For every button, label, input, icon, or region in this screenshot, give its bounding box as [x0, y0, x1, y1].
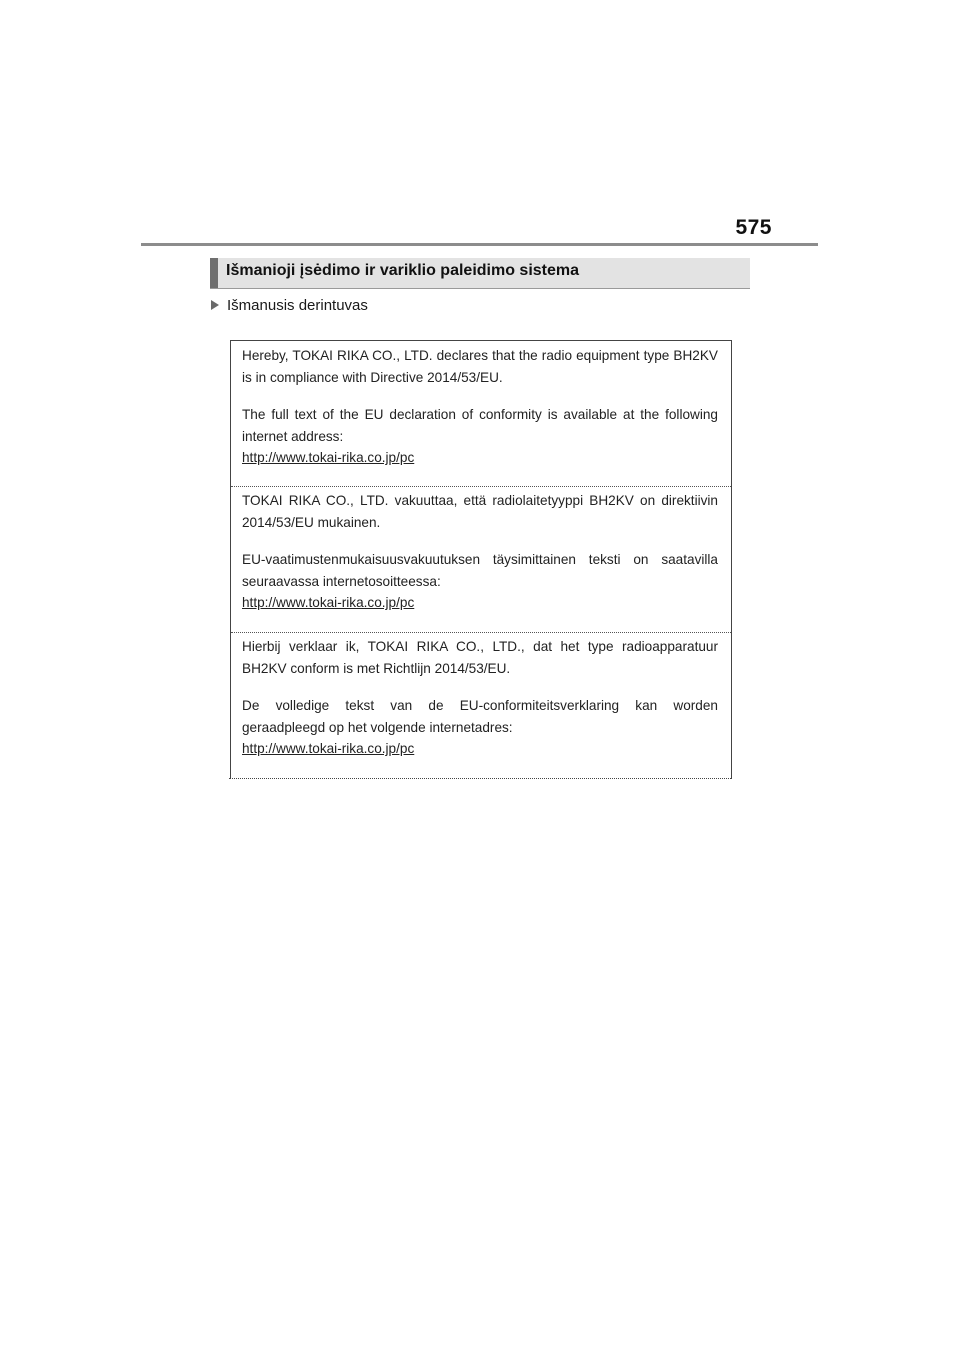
declaration-availability: The full text of the EU declaration of conformity is available at the following internet address: — [242, 407, 718, 444]
box-bottom-border — [229, 778, 731, 779]
declaration-statement: TOKAI RIKA CO., LTD. vakuuttaa, että radiolaitetyyppi BH2KV on direktiivin 2014/53/EU mukainen. — [242, 493, 718, 530]
declaration-box — [230, 340, 732, 779]
declaration-url-link[interactable]: http://www.tokai-rika.co.jp/pc — [242, 741, 415, 756]
declaration-statement: Hereby, TOKAI RIKA CO., LTD. declares that the radio equipment type BH2KV is in compliance with Directive 2014/53/EU. — [242, 348, 718, 385]
declaration-finnish — [242, 490, 718, 614]
triangle-arrow-icon — [211, 300, 219, 310]
subheading — [211, 297, 368, 314]
declaration-dutch — [242, 636, 718, 760]
box-top-border — [231, 340, 731, 341]
section-divider — [231, 632, 731, 633]
page-number: 575 — [735, 216, 772, 239]
declaration-english — [242, 345, 718, 469]
subheading-text: Išmanusis derintuvas — [227, 297, 368, 314]
declaration-availability: De volledige tekst van de EU-conformiteitsverklaring kan worden geraadpleegd op het volgende internetadres: — [242, 698, 718, 735]
section-accent — [210, 258, 218, 288]
declaration-statement: Hierbij verklaar ik, TOKAI RIKA CO., LTD., dat het type radioapparatuur BH2KV conform is met Richtlijn 2014/53/EU. — [242, 639, 718, 676]
declaration-url-link[interactable]: http://www.tokai-rika.co.jp/pc — [242, 450, 415, 465]
section-header — [210, 258, 750, 289]
section-divider — [231, 486, 731, 487]
declaration-url-link[interactable]: http://www.tokai-rika.co.jp/pc — [242, 595, 415, 610]
header-rule — [141, 243, 818, 246]
section-title: Išmanioji įsėdimo ir variklio paleidimo sistema — [226, 262, 580, 279]
declaration-availability: EU-vaatimustenmukaisuusvakuutuksen täysimittainen teksti on saatavilla seuraavassa internetosoitteessa: — [242, 552, 718, 589]
